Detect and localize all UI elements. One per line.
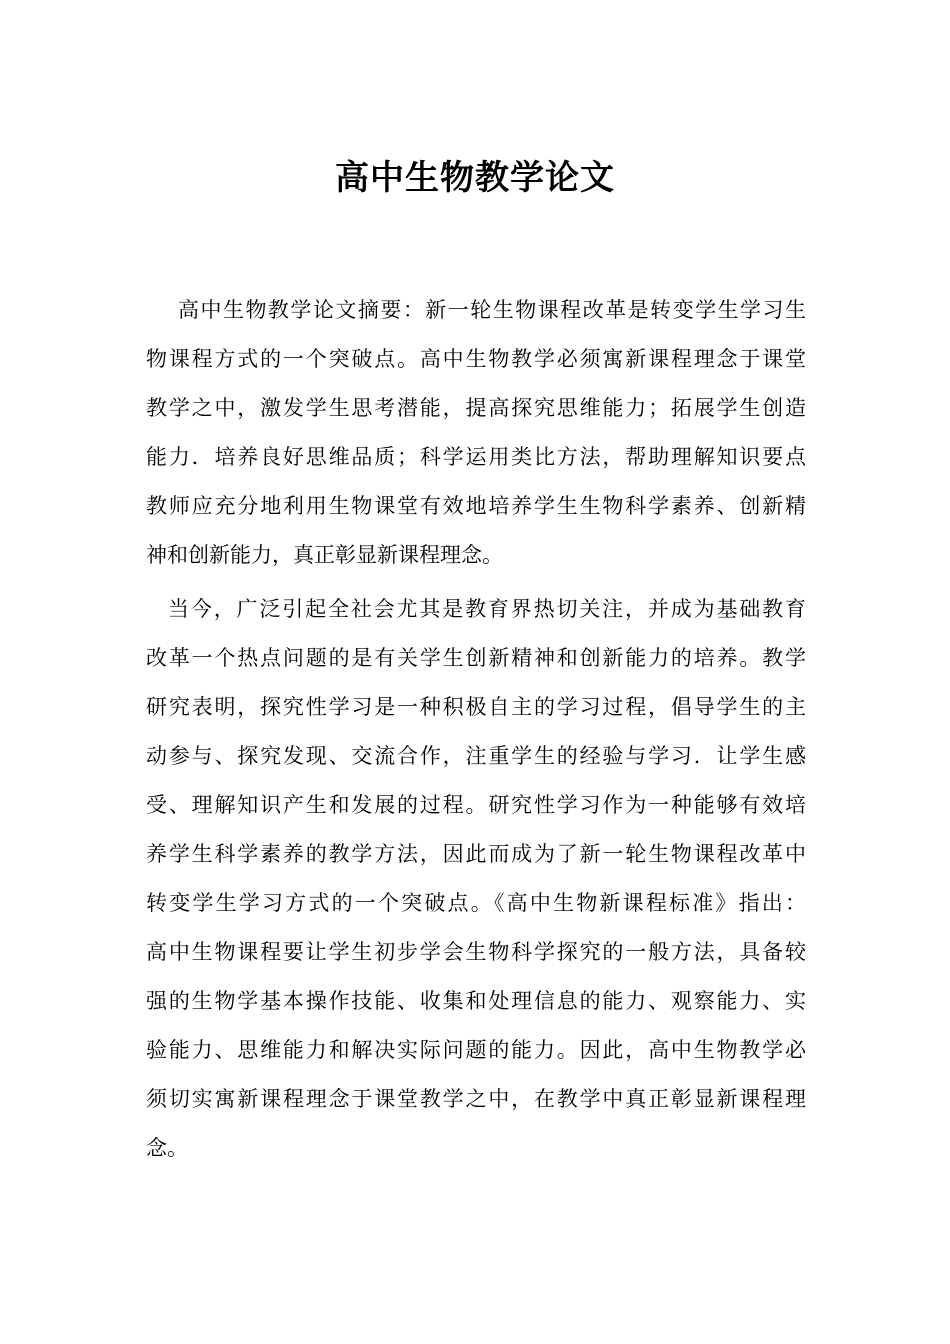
abstract-line: 教师应充分地利用生物课堂有效地培养学生生物科学素养、创新精 [146,494,806,518]
abstract-line: 神和创新能力，真正彰显新课程理念。 [146,543,503,567]
abstract-line: 能力．培养良好思维品质；科学运用类比方法，帮助理解知识要点 [146,445,806,469]
body-line: 研究表明，探究性学习是一种积极自主的学习过程，倡导学生的主 [146,695,806,719]
abstract-line: 物课程方式的一个突破点。高中生物教学必须寓新课程理念于课堂 [146,347,806,371]
body-line: 养学生科学素养的教学方法，因此而成为了新一轮生物课程改革中 [146,842,806,866]
body-line: 受、理解知识产生和发展的过程。研究性学习作为一种能够有效培 [146,793,806,817]
body-line: 改革一个热点问题的是有关学生创新精神和创新能力的培养。教学 [146,646,806,670]
body-line: 高中生物课程要让学生初步学会生物科学探究的一般方法，具备较 [146,940,806,964]
body-line: 当今，广泛引起全社会尤其是教育界热切关注，并成为基础教育 [168,597,806,621]
body-line: 转变学生学习方式的一个突破点。《高中生物新课程标准》指出： [146,891,806,915]
abstract-line: 高中生物教学论文摘要：新一轮生物课程改革是转变学生学习生 [178,298,806,322]
body-line: 须切实寓新课程理念于课堂教学之中，在教学中真正彰显新课程理 [146,1087,806,1111]
body-line: 验能力、思维能力和解决实际问题的能力。因此，高中生物教学必 [146,1038,806,1062]
body-line: 强的生物学基本操作技能、收集和处理信息的能力、观察能力、实 [146,989,806,1013]
document-title: 高中生物教学论文 [335,158,615,198]
body-line: 动参与、探究发现、交流合作，注重学生的经验与学习．让学生感 [146,744,806,768]
body-line: 念。 [146,1136,188,1160]
abstract-line: 教学之中，激发学生思考潜能，提高探究思维能力；拓展学生创造 [146,396,806,420]
